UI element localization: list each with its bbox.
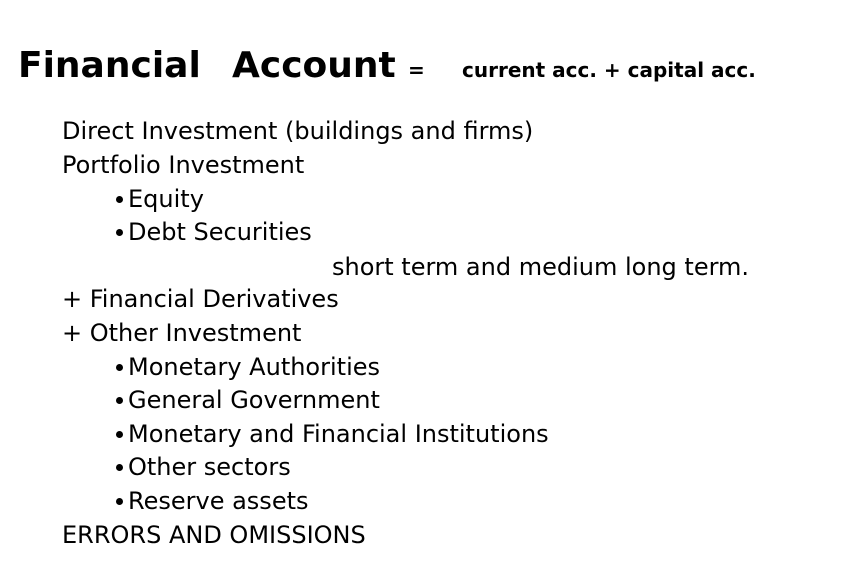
portfolio-investment-line: Portfolio Investment (62, 151, 305, 179)
list-item (116, 419, 549, 449)
bullet-dot-icon (116, 196, 123, 203)
list-item (116, 486, 309, 516)
bullet-dot-icon (116, 498, 123, 505)
bullet-dot-icon (116, 431, 123, 438)
bullet-dot-icon (116, 229, 123, 236)
bullet-label: Debt Securities (128, 218, 312, 246)
direct-investment-line: Direct Investment (buildings and firms) (62, 117, 534, 145)
list-item (116, 352, 380, 382)
bullet-label: Reserve assets (128, 487, 309, 515)
list-item (116, 184, 204, 214)
list-item (116, 217, 312, 247)
bullet-label: Other sectors (128, 453, 291, 481)
bullet-dot-icon (116, 464, 123, 471)
title-word-financial: Financial (18, 45, 201, 86)
bullet-dot-icon (116, 397, 123, 404)
errors-omissions-line: ERRORS AND OMISSIONS (62, 521, 366, 549)
bullet-label: General Government (128, 386, 380, 414)
bullet-label: Equity (128, 185, 204, 213)
list-item (116, 385, 380, 415)
financial-derivatives-line: + Financial Derivatives (62, 285, 339, 313)
bullet-label: Monetary and Financial Institutions (128, 420, 549, 448)
bullet-label: Monetary Authorities (128, 353, 380, 381)
title-word-account: Account (232, 45, 396, 86)
bullet-dot-icon (116, 364, 123, 371)
title-subtitle: current acc. + capital acc. (462, 58, 756, 82)
term-note: short term and medium long term. (332, 253, 750, 281)
title-equals-sign: = (408, 58, 425, 82)
list-item (116, 452, 291, 482)
other-investment-line: + Other Investment (62, 319, 302, 347)
